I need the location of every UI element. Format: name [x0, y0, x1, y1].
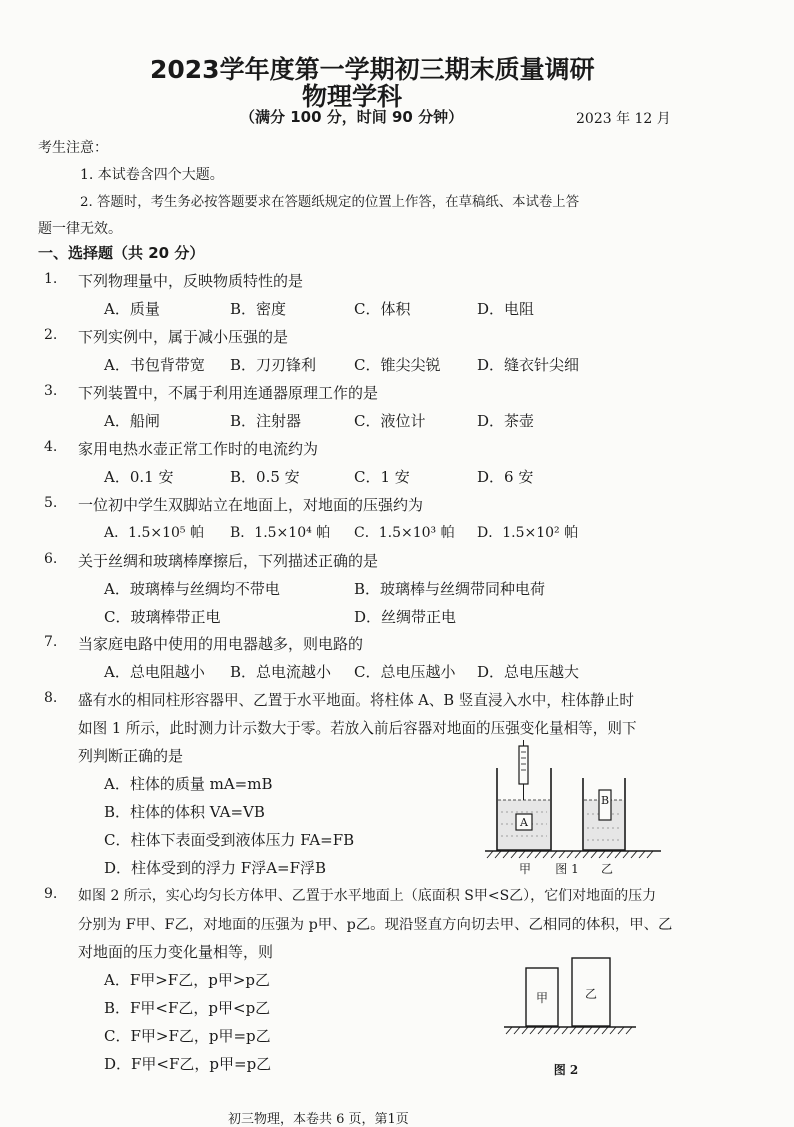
question-stem: 下列物理量中，反映物质特性的是 [78, 272, 304, 290]
block-a-label: A [520, 816, 528, 829]
question-number: 5. [44, 495, 58, 511]
option-b: B．玻璃棒与丝绸带同种电荷 [354, 580, 546, 598]
option-c: C．1 安 [354, 468, 410, 486]
option-c: C．体积 [354, 300, 411, 318]
notice-item: 1. 本试卷含四个大题。 [80, 167, 224, 183]
option-a: A．玻璃棒与丝绸均不带电 [104, 580, 280, 598]
question-number: 7. [44, 634, 58, 650]
option-c: C．1.5×10³ 帕 [354, 525, 455, 541]
option-d: D．电阻 [477, 300, 535, 318]
option-b: B．0.5 安 [230, 468, 300, 486]
option-a: A．质量 [104, 300, 160, 318]
option-c: C．液位计 [354, 412, 426, 430]
section-heading: 一、选择题（共 20 分） [38, 244, 205, 262]
option-b: B．注射器 [230, 412, 302, 430]
option-d: D．柱体受到的浮力 F浮A=F浮B [104, 859, 327, 877]
container-jia-label: 甲 [518, 862, 532, 876]
option-b: B．总电流越小 [230, 663, 332, 681]
notice-item: 2. 答题时，考生务必按答题要求在答题纸规定的位置上作答，在草稿纸、本试卷上答 [80, 195, 580, 210]
option-c: C．F甲>F乙，p甲=p乙 [104, 1027, 271, 1045]
block-jia-label: 甲 [535, 991, 549, 1005]
option-a: A．0.1 安 [104, 468, 174, 486]
subject-title: 物理学科 [302, 82, 403, 111]
exam-date: 2023 年 12 月 [576, 111, 671, 127]
question-number: 4. [44, 439, 58, 455]
figure-caption: 图 1 [555, 862, 579, 876]
option-a: A．F甲>F乙，p甲>p乙 [104, 971, 270, 989]
option-c: C．柱体下表面受到液体压力 FA=FB [104, 831, 355, 849]
exam-title: 2023学年度第一学期初三期末质量调研 [150, 55, 595, 84]
exam-info: （满分 100 分，时间 90 分钟） [240, 108, 464, 126]
option-d: D．F甲<F乙，p甲=p乙 [104, 1055, 272, 1073]
option-d: D．总电压越大 [477, 663, 580, 681]
option-c: C．锥尖尖锐 [354, 356, 441, 374]
option-d: D．茶壶 [477, 412, 535, 430]
block-b-label: B [600, 794, 610, 807]
notice-item-continued: 题一律无效。 [38, 221, 122, 237]
option-a: A．1.5×10⁵ 帕 [104, 525, 204, 541]
question-number: 1. [44, 271, 58, 287]
question-stem: 对地面的压力变化量相等，则 [78, 943, 274, 961]
notice-heading: 考生注意： [38, 140, 108, 156]
question-stem: 列判断正确的是 [78, 747, 184, 765]
option-b: B．1.5×10⁴ 帕 [230, 525, 331, 541]
option-b: B．密度 [230, 300, 287, 318]
question-stem: 家用电热水壶正常工作时的电流约为 [78, 440, 319, 458]
question-stem: 关于丝绸和玻璃棒摩擦后，下列描述正确的是 [78, 552, 379, 570]
question-stem: 一位初中学生双脚站立在地面上，对地面的压强约为 [78, 496, 424, 514]
question-stem: 分别为 F甲、F乙，对地面的压强为 p甲、p乙。现沿竖直方向切去甲、乙相同的体积，甲、乙 [78, 917, 673, 933]
block-yi-label: 乙 [584, 987, 598, 1001]
option-b: B．柱体的体积 VA=VB [104, 803, 265, 821]
option-a: A．船闸 [104, 412, 160, 430]
question-stem: 如图 1 所示，此时测力计示数大于零。若放入前后容器对地面的压强变化量相等，则下 [78, 720, 637, 737]
figure-caption: 图 2 [553, 1063, 579, 1077]
question-stem: 盛有水的相同柱形容器甲、乙置于水平地面。将柱体 A、B 竖直浸入水中，柱体静止时 [78, 692, 634, 709]
question-number: 9. [44, 886, 58, 902]
question-number: 6. [44, 551, 58, 567]
option-d: D．6 安 [477, 468, 534, 486]
figure-1 [485, 740, 665, 878]
question-number: 3. [44, 383, 58, 399]
page-footer: 初三物理，本卷共 6 页，第1页 [228, 1112, 409, 1127]
option-a: A．总电阻越小 [104, 663, 205, 681]
question-stem: 下列装置中，不属于利用连通器原理工作的是 [78, 384, 379, 402]
question-stem: 当家庭电路中使用的用电器越多，则电路的 [78, 635, 364, 653]
container-yi-label: 乙 [600, 862, 614, 876]
option-a: A．柱体的质量 mA=mB [104, 775, 273, 793]
option-d: D．1.5×10² 帕 [477, 525, 579, 541]
question-number: 8. [44, 690, 58, 706]
question-number: 2. [44, 327, 58, 343]
figure-2 [500, 952, 650, 1082]
option-a: A．书包背带宽 [104, 356, 205, 374]
option-b: B．F甲<F乙，p甲<p乙 [104, 999, 271, 1017]
question-stem: 如图 2 所示，实心均匀长方体甲、乙置于水平地面上（底面积 S甲<S乙），它们对地面的压力 [78, 888, 657, 904]
option-c: C．玻璃棒带正电 [104, 608, 221, 626]
option-c: C．总电压越小 [354, 663, 456, 681]
option-d: D．丝绸带正电 [354, 608, 457, 626]
option-b: B．刀刃锋利 [230, 356, 317, 374]
option-d: D．缝衣针尖细 [477, 356, 580, 374]
question-stem: 下列实例中，属于减小压强的是 [78, 328, 289, 346]
